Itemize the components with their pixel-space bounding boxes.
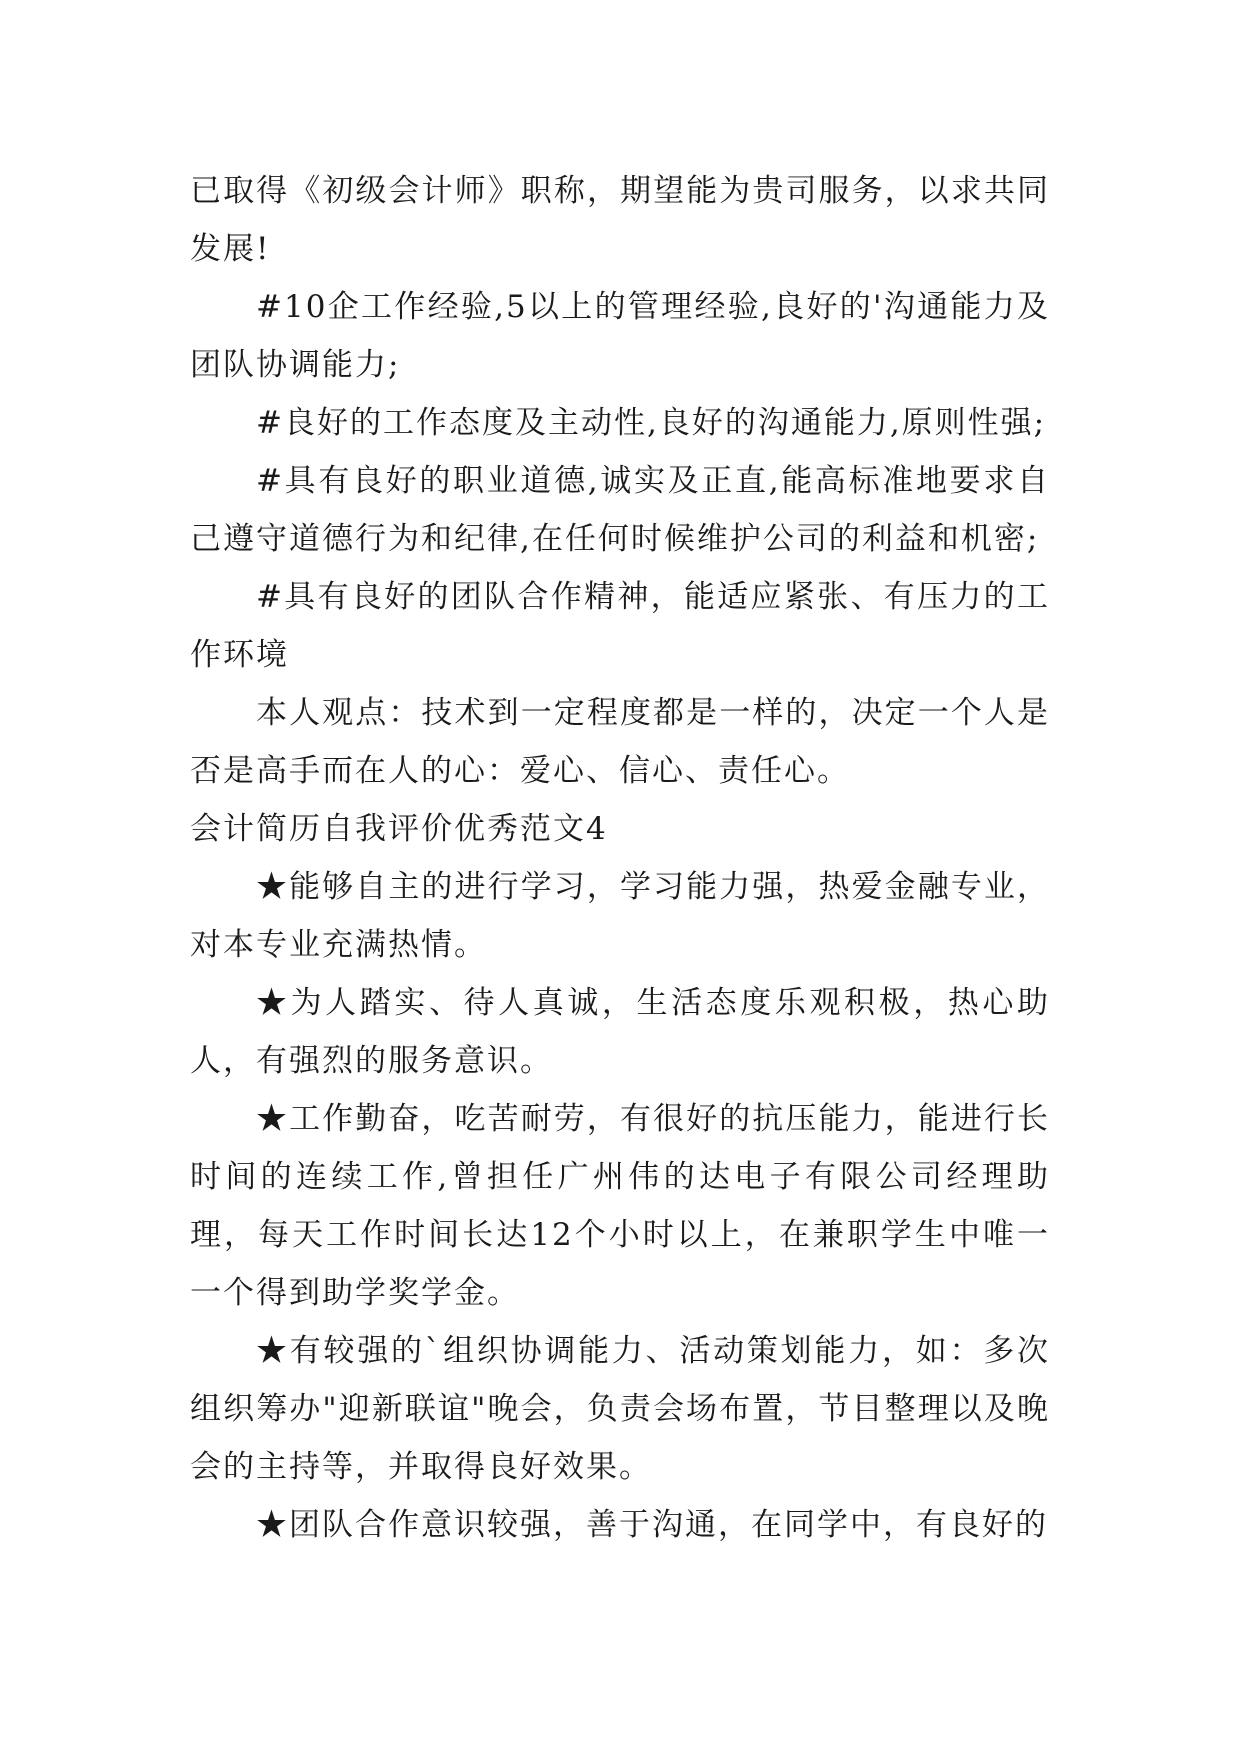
document-body xyxy=(190,162,1050,1554)
list-item: ★能够自主的进行学习，学习能力强，热爱金融专业，对本专业充满热情。 xyxy=(190,869,1050,963)
list-item: ★团队合作意识较强，善于沟通，在同学中，有良好的 xyxy=(256,1507,1048,1543)
paragraph-intro: 已取得《初级会计师》职称，期望能为贵司服务，以求共同发展! xyxy=(190,173,1050,267)
paragraph-experience: #10企工作经验,5以上的管理经验,良好的'沟通能力及团队协调能力; xyxy=(190,289,1050,383)
list-item: ★为人踏实、待人真诚，生活态度乐观积极，热心助人，有强烈的服务意识。 xyxy=(190,985,1050,1079)
paragraph-teamwork: #具有良好的团队合作精神，能适应紧张、有压力的工作环境 xyxy=(190,579,1050,673)
paragraph-ethics: #具有良好的职业道德,诚实及正直,能高标准地要求自己遵守道德行为和纪律,在任何时候维护公司的利益和机密; xyxy=(190,463,1050,557)
paragraph-attitude: #良好的工作态度及主动性,良好的沟通能力,原则性强; xyxy=(256,405,1047,441)
section-heading: 会计简历自我评价优秀范文4 xyxy=(190,811,608,847)
list-item: ★工作勤奋，吃苦耐劳，有很好的抗压能力，能进行长时间的连续工作,曾担任广州伟的达电子有限公司经理助理，每天工作时间长达12个小时以上，在兼职学生中唯一一个得到助学奖学金。 xyxy=(190,1101,1050,1311)
list-item: ★有较强的`组织协调能力、活动策划能力，如：多次组织筹办"迎新联谊"晚会，负责会场布置，节目整理以及晚会的主持等，并取得良好效果。 xyxy=(190,1333,1050,1485)
paragraph-viewpoint: 本人观点：技术到一定程度都是一样的，决定一个人是否是高手而在人的心：爱心、信心、责任心。 xyxy=(190,695,1050,789)
